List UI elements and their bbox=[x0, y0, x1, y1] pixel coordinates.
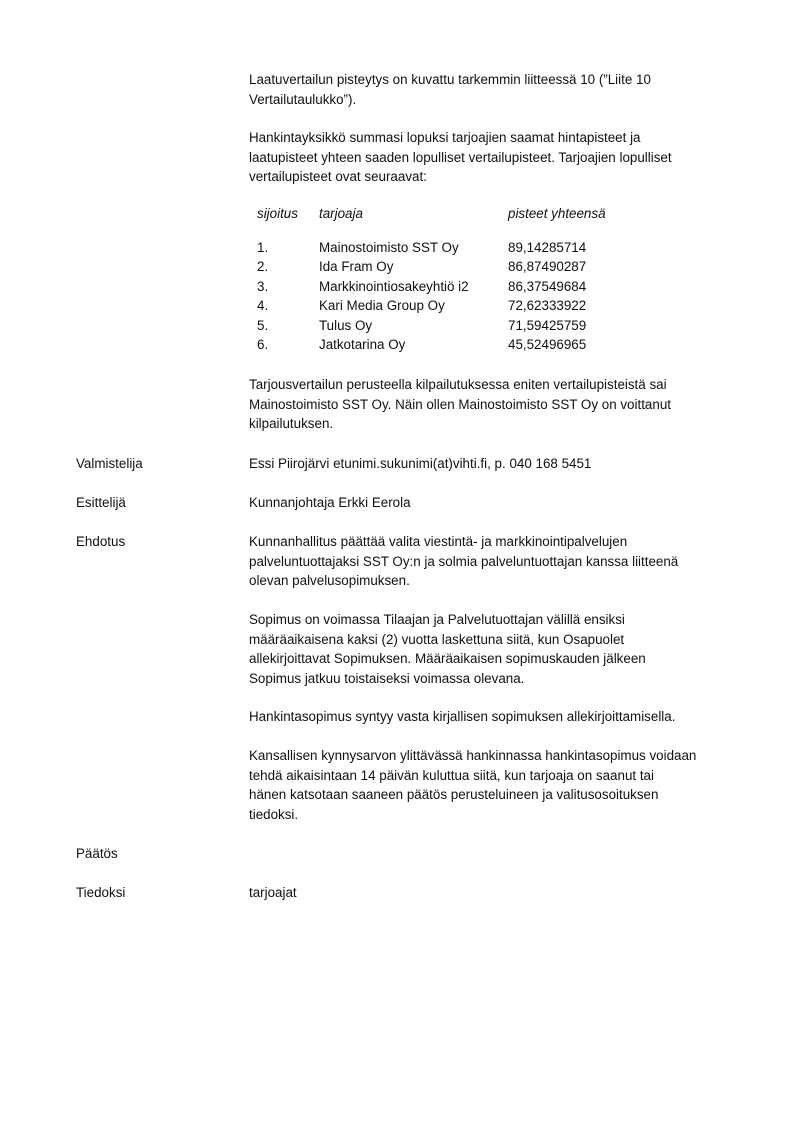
text-line: Mainostoimisto SST Oy. Näin ollen Mainostoimisto SST Oy on voittanut bbox=[249, 396, 671, 412]
points-cell: 86,37549684 bbox=[508, 278, 587, 294]
header-bidder: tarjoaja bbox=[319, 206, 363, 221]
notice-value: tarjoajat bbox=[249, 885, 297, 900]
text-line: palveluntuottajaksi SST Oy:n ja solmia palveluntuottajan kanssa liitteenä bbox=[249, 553, 679, 569]
text-line: kilpailutuksen. bbox=[249, 416, 334, 431]
table-row bbox=[249, 238, 669, 258]
proposal-paragraph-4 bbox=[249, 746, 749, 824]
bidder-cell: Jatkotarina Oy bbox=[319, 337, 406, 352]
points-cell: 71,59425759 bbox=[508, 317, 587, 333]
text-line: Hankintasopimus syntyy vasta kirjallisen sopimuksen allekirjoittamisella. bbox=[249, 709, 676, 724]
preparer-value: Essi Piirojärvi etunimi.sukunimi(at)vihti.fi, p. 040 168 5451 bbox=[249, 456, 592, 471]
bidder-cell: Ida Fram Oy bbox=[319, 259, 394, 274]
presenter-label: Esittelijä bbox=[76, 495, 126, 510]
bidder-cell: Mainostoimisto SST Oy bbox=[319, 239, 459, 255]
table-row bbox=[249, 296, 669, 316]
conclusion-paragraph bbox=[249, 375, 749, 434]
notice-label: Tiedoksi bbox=[76, 885, 126, 900]
text-line: määräaikaisena kaksi (2) vuotta laskettuna siitä, kun Osapuolet bbox=[249, 631, 625, 647]
rank-cell: 4. bbox=[257, 298, 269, 313]
bidder-cell: Tulus Oy bbox=[319, 317, 373, 333]
text-line: laatupisteet yhteen saaden lopulliset vertailupisteet. Tarjoajien lopulliset bbox=[249, 149, 672, 165]
points-cell: 89,14285714 bbox=[508, 239, 587, 255]
text-line: allekirjoittavat Sopimuksen. Määräaikaisen sopimuskauden jälkeen bbox=[249, 651, 646, 666]
header-rank: sijoitus bbox=[257, 206, 298, 221]
ranking-table-header bbox=[249, 204, 669, 224]
header-points: pisteet yhteensä bbox=[508, 206, 606, 221]
ranking-table bbox=[249, 204, 669, 355]
bidder-cell: Markkinointiosakeyhtiö i2 bbox=[319, 278, 469, 294]
text-line: Hankintayksikkö summasi lopuksi tarjoajien saamat hintapisteet ja bbox=[249, 130, 641, 145]
text-line: Sopimus on voimassa Tilaajan ja Palvelutuottajan välillä ensiksi bbox=[249, 612, 625, 627]
proposal-paragraph-3 bbox=[249, 707, 749, 727]
bidder-cell: Kari Media Group Oy bbox=[319, 298, 445, 313]
rank-cell: 3. bbox=[257, 278, 269, 294]
table-row bbox=[249, 277, 669, 297]
presenter-value: Kunnanjohtaja Erkki Eerola bbox=[249, 495, 411, 510]
intro-paragraph-1 bbox=[249, 70, 749, 109]
rank-cell: 1. bbox=[257, 239, 269, 255]
text-line: Tarjousvertailun perusteella kilpailutuksessa eniten vertailupisteistä sai bbox=[249, 377, 667, 392]
text-line: Laatuvertailun pisteytys on kuvattu tarkemmin liitteessä 10 (”Liite 10 bbox=[249, 72, 651, 87]
text-line: hänen katsotaan saaneen päätös perusteluineen ja valitusosoituksen bbox=[249, 787, 659, 802]
proposal-label: Ehdotus bbox=[76, 534, 126, 549]
text-line: tehdä aikaisintaan 14 päivän kuluttua siitä, kun tarjoaja on saanut tai bbox=[249, 767, 654, 783]
text-line: Kunnanhallitus päättää valita viestintä- ja markkinointipalvelujen bbox=[249, 534, 628, 549]
table-row bbox=[249, 316, 669, 336]
proposal-paragraph-2 bbox=[249, 610, 749, 688]
table-row bbox=[249, 257, 669, 277]
text-line: olevan palvelusopimuksen. bbox=[249, 573, 410, 588]
text-line: vertailupisteet ovat seuraavat: bbox=[249, 169, 427, 184]
points-cell: 72,62333922 bbox=[508, 298, 587, 313]
text-line: Vertailutaulukko”). bbox=[249, 91, 357, 107]
intro-paragraph-2 bbox=[249, 128, 749, 187]
text-line: Sopimus jatkuu toistaiseksi voimassa olevana. bbox=[249, 670, 525, 686]
rank-cell: 5. bbox=[257, 317, 269, 333]
decision-label: Päätös bbox=[76, 846, 118, 861]
text-line: Kansallisen kynnysarvon ylittävässä hankinnassa hankintasopimus voidaan bbox=[249, 748, 697, 763]
preparer-label: Valmistelija bbox=[76, 456, 143, 471]
text-line: tiedoksi. bbox=[249, 806, 299, 822]
rank-cell: 2. bbox=[257, 259, 269, 274]
points-cell: 45,52496965 bbox=[508, 337, 587, 352]
proposal-paragraph-1 bbox=[249, 532, 749, 591]
points-cell: 86,87490287 bbox=[508, 259, 587, 274]
rank-cell: 6. bbox=[257, 337, 269, 352]
table-row bbox=[249, 335, 669, 355]
